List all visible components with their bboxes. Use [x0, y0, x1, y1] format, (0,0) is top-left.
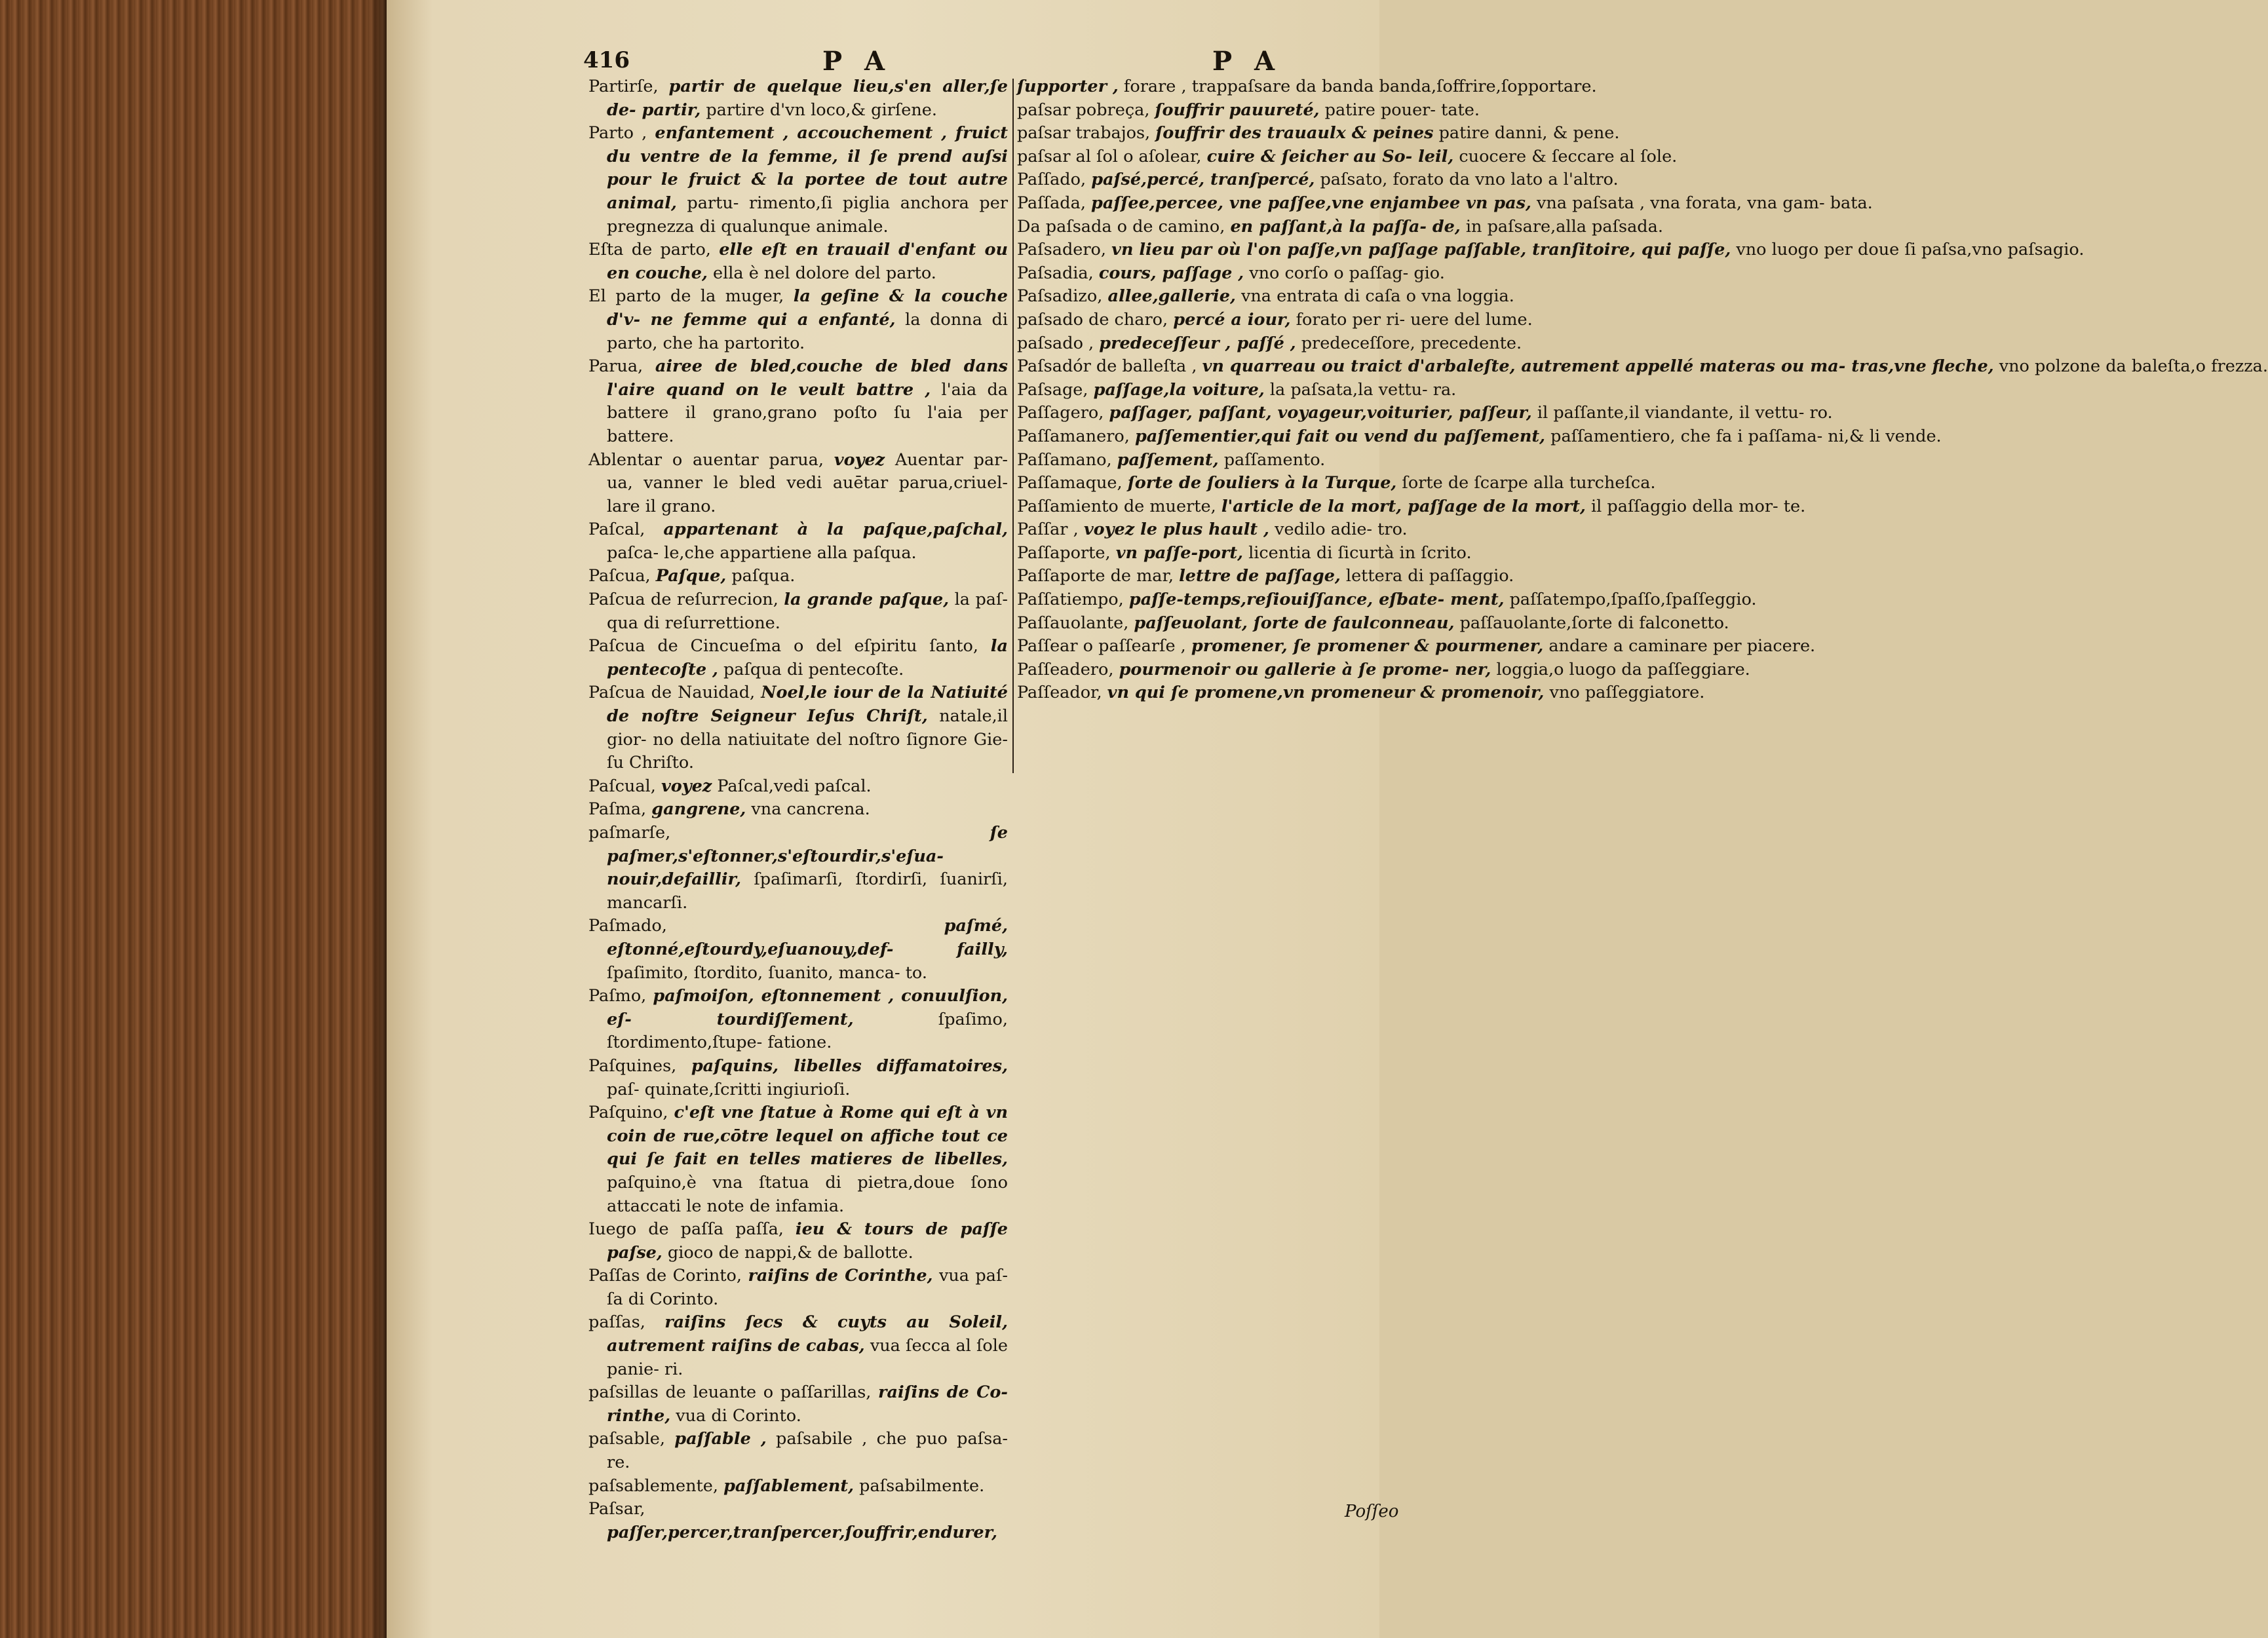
french-gloss: paſſable ,: [674, 1429, 767, 1449]
french-gloss: elle eſt en trauail d'enfant ou en couche,: [607, 240, 1008, 283]
italian-gloss: vno corſo o paſſag- gio.: [1249, 263, 1445, 283]
headword: Paſcua de Cincueſma o del eſpiritu ſanto,: [588, 636, 979, 657]
french-gloss: raiſins de Co- rinthe,: [607, 1382, 1008, 1426]
dictionary-page: [387, 0, 2268, 1638]
headword: paſsar pobreça,: [1017, 100, 1150, 120]
dictionary-entry: [1017, 192, 1873, 216]
dictionary-entry: [588, 681, 1008, 774]
dictionary-entry: [1017, 216, 1663, 239]
french-gloss: paſſage,la voiture,: [1093, 379, 1265, 400]
french-gloss: gangrene,: [651, 799, 746, 820]
dictionary-entry: [1017, 681, 1705, 705]
french-gloss: voyez le plus hault ,: [1083, 520, 1269, 540]
dictionary-entry: [1017, 612, 1729, 636]
headword: Iuego de paſſa paſſa,: [588, 1219, 784, 1240]
headword: Paſſamano,: [1017, 449, 1112, 470]
italian-gloss: ſpaſimarſi, ſtordirſi, ſuanirſi, mancarſi.: [607, 869, 1009, 913]
dictionary-entry: [588, 518, 1008, 565]
french-gloss: partir de quelque lieu,s'en aller,ſe de- partir,: [607, 77, 1009, 120]
french-gloss: allee,gallerie,: [1107, 286, 1236, 307]
french-gloss: paſſee,percee, vne paſſee,vne enjambee vn pas,: [1091, 193, 1531, 213]
italian-gloss: loggia,o luogo da paſſeggiare.: [1496, 659, 1750, 679]
french-gloss: predeceſſeur , paſſé ,: [1099, 333, 1296, 353]
italian-gloss: paſsabilmente.: [859, 1476, 985, 1496]
french-gloss: ſorte de ſouliers à la Turque,: [1127, 473, 1397, 493]
french-gloss: raiſins de Corinthe,: [748, 1266, 933, 1286]
italian-gloss: la donna di parto, che ha partorito.: [607, 309, 1009, 353]
dictionary-entry: [588, 1055, 1008, 1101]
dictionary-entry: [588, 122, 1008, 238]
french-gloss: c'eſt vne ſtatue à Rome qui eſt à vn coin de rue,cōtre lequel on affiche tout ce qui ſe fait en telles matieres de libelles,: [607, 1103, 1008, 1170]
headword: Paſcal,: [588, 520, 645, 540]
italian-gloss: vna cancrena.: [751, 799, 870, 820]
catchword: Poſſeo: [1345, 1502, 1399, 1521]
french-gloss: percé a iour,: [1173, 309, 1291, 330]
french-gloss: Noel,le iour de la Natiuité de noſtre Seigneur Ieſus Chriſt,: [607, 683, 1008, 727]
dictionary-entry: [1017, 565, 1514, 588]
dictionary-entry: [588, 1475, 1008, 1498]
dictionary-entry: [1017, 635, 1816, 658]
dictionary-entry: [1017, 262, 1445, 286]
headword: Paſſamiento de muerte,: [1017, 496, 1216, 516]
headword: Paſma,: [588, 799, 647, 820]
dictionary-entry: [588, 635, 1008, 681]
italian-gloss: gioco de nappi,& de ballotte.: [667, 1242, 913, 1263]
french-gloss: pourmenoir ou gallerie à ſe prome- ner,: [1119, 659, 1491, 679]
headword: Paſſauolante,: [1017, 613, 1129, 633]
dictionary-entry: [1017, 145, 1678, 169]
french-gloss: Paſque,: [655, 566, 727, 586]
dictionary-entry: [1017, 332, 1522, 356]
headword: Paſſar ,: [1017, 520, 1079, 540]
italian-gloss: paſca- le,che appartiene alla paſqua.: [607, 543, 917, 563]
dictionary-entry: [1017, 449, 1374, 472]
french-gloss: paſsé,percé, tranſpercé,: [1091, 170, 1315, 190]
book-fore-edge: [0, 0, 387, 1638]
headword: Ablentar o auentar parua,: [588, 449, 824, 470]
dictionary-entry: [588, 822, 1008, 915]
italian-gloss: paſſamento.: [1223, 449, 1326, 470]
headword: Paſquino,: [588, 1103, 668, 1123]
headword: Paſſear o paſſearſe ,: [1017, 636, 1186, 657]
italian-gloss: paſſauolante,ſorte di falconetto.: [1459, 613, 1729, 633]
left-column: [588, 75, 1008, 1544]
headword: Paſsadór de balleſta ,: [1017, 356, 1197, 377]
italian-gloss: la paſ- qua di reſurrettione.: [607, 590, 1009, 633]
italian-gloss: la paſsata,la vettu- ra.: [1269, 379, 1457, 400]
french-gloss: lettre de paſſage,: [1179, 566, 1341, 586]
italian-gloss: partu- rimento,ſi piglia anchora per pregnezza di qualunque animale.: [607, 193, 1009, 237]
headword: Paſmado,: [588, 916, 667, 936]
headword: Paſſeadero,: [1017, 659, 1114, 679]
french-gloss: enfantement , accouchement , fruict du ventre de la femme, il ſe prend auſsi pour le fruict & la portee de tout autre animal,: [607, 123, 1008, 213]
french-gloss: voyez: [834, 449, 885, 470]
french-gloss: la grande paſque,: [784, 590, 950, 610]
headword: Paſſamaque,: [1017, 473, 1123, 493]
dictionary-entry: [588, 1101, 1008, 1218]
italian-gloss: natale,il gior- no della natiuitate del noſtro ſignore Gie- ſu Chriſto.: [607, 706, 1008, 773]
french-gloss: paſſer,percer,tranſpercer,ſouffrir,endurer,: [607, 1522, 998, 1542]
headword: paſsar trabajos,: [1017, 123, 1151, 143]
italian-gloss: vua di Corinto.: [676, 1405, 801, 1426]
dictionary-entry: [1017, 425, 1942, 449]
italian-gloss: paſqua.: [731, 566, 796, 586]
headword: Paſsadia,: [1017, 263, 1094, 283]
dictionary-entry: [588, 1428, 1008, 1474]
headword: paſmarſe,: [588, 823, 671, 843]
italian-gloss: vno paſſeggiatore.: [1549, 683, 1705, 703]
dictionary-entry: [588, 915, 1008, 985]
dictionary-entry: [1017, 238, 2085, 262]
dictionary-entry: [588, 798, 1008, 822]
italian-gloss: paſ- quinate,ſcritti ingiurioſi.: [607, 1079, 851, 1099]
dictionary-entry: [1017, 309, 1533, 332]
headword: Paſſaporte de mar,: [1017, 566, 1174, 586]
french-gloss: la pentecoſte ,: [607, 636, 1009, 679]
italian-gloss: partire d'vn loco,& girſene.: [706, 100, 937, 120]
italian-gloss: vua paſ- ſa di Corinto.: [607, 1266, 1009, 1309]
dictionary-entry: [588, 449, 1008, 519]
italian-gloss: forare , trappaſsare da banda banda,ſoffrire,ſopportare.: [1123, 77, 1597, 96]
french-gloss: vn paſſe-port,: [1115, 543, 1243, 563]
dictionary-entry: [1017, 99, 1480, 123]
headword: Paſcual,: [588, 776, 656, 796]
italian-gloss: patire pouer- tate.: [1324, 100, 1480, 120]
dictionary-entry: [1017, 379, 1457, 402]
dictionary-entry: [588, 588, 1008, 635]
french-gloss: paſmé, eſtonné,eſtourdy,eſuanouy,def- failly,: [607, 916, 1008, 959]
left-running-head: P A: [822, 46, 892, 77]
headword: Paſsadizo,: [1017, 286, 1103, 307]
dictionary-entry: [1017, 658, 1750, 682]
italian-gloss: paſqua di pentecoſte.: [723, 659, 904, 679]
dictionary-entry: [1017, 122, 1620, 145]
french-gloss: ſouffrir pauureté,: [1155, 100, 1320, 120]
dictionary-entry: [588, 285, 1008, 355]
italian-gloss: vna paſsata , vna forata, vna gam- bata.: [1537, 193, 1873, 213]
french-gloss: paſſement,: [1117, 449, 1219, 470]
french-gloss: paſſementier,qui fait ou vend du paſſement,: [1134, 426, 1546, 446]
dictionary-entry: [588, 238, 1008, 285]
italian-gloss: vna entrata di caſa o vna loggia.: [1240, 286, 1514, 307]
french-gloss: paſſe-temps,reſiouiſſance, eſbate- ment,: [1128, 590, 1505, 610]
dictionary-entry: [588, 775, 1008, 799]
headword: Paſſada,: [1017, 193, 1086, 213]
italian-gloss: vedilo adie- tro.: [1275, 520, 1408, 540]
dictionary-entry: [1017, 355, 2268, 379]
headword: Paſſeador,: [1017, 683, 1102, 703]
italian-gloss: paſquino,è vna ſtatua di pietra,doue ſono attaccati le note de infamia.: [607, 1172, 1008, 1216]
italian-gloss: cuocere & ſeccare al ſole.: [1459, 146, 1678, 166]
headword: paſsado de charo,: [1017, 309, 1168, 330]
dictionary-entry: [588, 1498, 1008, 1544]
dictionary-entry: [588, 1311, 1008, 1381]
italian-gloss: l'aia da battere il grano,grano poſto ſu l'aia per battere.: [607, 379, 1009, 446]
headword: Paſquines,: [588, 1056, 677, 1076]
italian-gloss: paſſamentiero, che fa i paſſama- ni,& li vende.: [1550, 426, 1942, 446]
italian-gloss: vno polzone da baleſta,o frezza.: [1999, 356, 2268, 377]
headword: Paſcua de reſurrecion,: [588, 590, 778, 610]
headword: paſsable,: [588, 1429, 665, 1449]
french-gloss: cours, paſſage ,: [1098, 263, 1244, 283]
headword: paſsar al ſol o aſolear,: [1017, 146, 1202, 166]
french-gloss: en paſſant,à la paſſa- de,: [1230, 216, 1461, 237]
dictionary-entry: [1017, 472, 1656, 495]
headword: paſſas,: [588, 1312, 645, 1333]
french-gloss: ſupporter ,: [1017, 77, 1119, 96]
italian-gloss: predeceſſore, precedente.: [1301, 333, 1522, 353]
italian-gloss: patire danni, & pene.: [1438, 123, 1620, 143]
french-gloss: l'article de la mort, paſſage de la mort,: [1221, 496, 1586, 516]
dictionary-entry: [1017, 542, 1472, 565]
headword: Eſta de parto,: [588, 240, 711, 260]
italian-gloss: ella è nel dolore del parto.: [713, 263, 936, 283]
headword: Paſcua,: [588, 566, 651, 586]
italian-gloss: licentia di ſicurtà in ſcrito.: [1248, 543, 1472, 563]
headword: Paſſamanero,: [1017, 426, 1130, 446]
headword: Paſſas de Corinto,: [588, 1266, 742, 1286]
italian-gloss: andare a caminare per piacere.: [1548, 636, 1816, 657]
italian-gloss: in paſsare,alla paſsada.: [1465, 216, 1663, 237]
headword: Paſsage,: [1017, 379, 1088, 400]
headword: Paſſatiempo,: [1017, 590, 1124, 610]
headword: Da paſsada o de camino,: [1017, 216, 1225, 237]
french-gloss: vn lieu par où l'on paſſe,vn paſſage paſſable, tranſitoire, qui paſſe,: [1111, 240, 1731, 260]
french-gloss: promener, ſe promener & pourmener,: [1191, 636, 1544, 657]
headword: Paſſaporte,: [1017, 543, 1111, 563]
french-gloss: la geſine & la couche d'v- ne femme qui a enfanté,: [607, 286, 1009, 330]
italian-gloss: Paſcal,vedi paſcal.: [717, 776, 872, 796]
italian-gloss: ſorte de ſcarpe alla turcheſca.: [1402, 473, 1656, 493]
italian-gloss: vua ſecca al ſole panie- ri.: [607, 1336, 1008, 1379]
italian-gloss: il paſſante,il viandante, il vettu- ro.: [1537, 403, 1833, 423]
french-gloss: voyez: [661, 776, 712, 796]
italian-gloss: Auentar par- ua, vanner le bled vedi auētar parua,criuel- lare il grano.: [607, 449, 1008, 516]
italian-gloss: paſsato, forato da vno lato a l'altro.: [1320, 170, 1619, 190]
italian-gloss: paſsabile , che puo paſsa- re.: [607, 1429, 1009, 1473]
french-gloss: raiſins ſecs & cuyts au Soleil, autrement raiſins de cabas,: [607, 1312, 1009, 1356]
italian-gloss: forato per ri- uere del lume.: [1296, 309, 1533, 330]
headword: paſsado ,: [1017, 333, 1094, 353]
headword: Parua,: [588, 356, 644, 377]
french-gloss: ſouffrir des trauaulx & peines: [1155, 123, 1434, 143]
french-gloss: paſſager, paſſant, voyageur,voiturier, paſſeur,: [1109, 403, 1532, 423]
dictionary-entry: [588, 75, 1008, 122]
dictionary-entry: [1017, 588, 1757, 612]
column-rule: [1012, 79, 1014, 773]
headword: Parto ,: [588, 123, 647, 143]
french-gloss: paſmoiſon, eſtonnement , conuulſion, eſ- tourdiſſement,: [607, 986, 1009, 1029]
headword: paſsillas de leuante o paſſarillas,: [588, 1382, 872, 1403]
italian-gloss: lettera di paſſaggio.: [1345, 566, 1514, 586]
italian-gloss: ſpaſimito, ſtordito, ſuanito, manca- to.: [607, 962, 927, 983]
headword: Paſſagero,: [1017, 403, 1104, 423]
dictionary-entry: [588, 1265, 1008, 1311]
french-gloss: paſſeuolant, ſorte de faulconneau,: [1134, 613, 1455, 633]
french-gloss: cuire & ſeicher au So- leil,: [1206, 146, 1454, 166]
dictionary-entry: [1017, 168, 1619, 192]
dictionary-entry: [1017, 495, 1806, 519]
french-gloss: paſſablement,: [723, 1476, 855, 1496]
french-gloss: vn qui ſe promene,vn promeneur & promenoir,: [1107, 683, 1545, 703]
italian-gloss: paſſatempo,ſpaſſo,ſpaſſeggio.: [1509, 590, 1757, 610]
dictionary-entry: [588, 565, 1008, 588]
french-gloss: paſquins, libelles diffamatoires,: [691, 1056, 1009, 1076]
dictionary-entry: [1017, 75, 1597, 99]
headword: paſsablemente,: [588, 1476, 718, 1496]
dictionary-entry: [588, 1218, 1008, 1265]
headword: El parto de la muger,: [588, 286, 784, 307]
dictionary-entry: [1017, 518, 1408, 542]
headword: Paſſado,: [1017, 170, 1086, 190]
italian-gloss: ſpaſimo, ſtordimento,ſtupe- fatione.: [607, 1009, 1008, 1053]
french-gloss: appartenant à la paſque,paſchal,: [663, 520, 1008, 540]
headword: Paſsar,: [588, 1499, 645, 1519]
headword: Paſmo,: [588, 986, 647, 1006]
dictionary-entry: [1017, 402, 1833, 425]
page-number: 416: [583, 47, 630, 73]
headword: Partirſe,: [588, 77, 659, 96]
french-gloss: ſe paſmer,s'eſtonner,s'eſtourdir,s'eſua- nouir,defaillir,: [607, 823, 1008, 890]
italian-gloss: il paſſaggio della mor- te.: [1590, 496, 1806, 516]
page-header: [387, 41, 1379, 80]
dictionary-entry: [588, 355, 1008, 448]
french-gloss: ieu & tours de paſſe paſse,: [607, 1219, 1009, 1263]
headword: Paſcua de Nauidad,: [588, 683, 756, 703]
dictionary-entry: [1017, 285, 1514, 309]
french-gloss: airee de bled,couche de bled dans l'aire quand on le veult battre ,: [607, 356, 1008, 400]
right-running-head: P A: [1212, 46, 1282, 77]
headword: Paſsadero,: [1017, 240, 1107, 260]
italian-gloss: vno luogo per doue ſi paſsa,vno paſsagio.: [1736, 240, 2085, 260]
french-gloss: vn quarreau ou traict d'arbaleſte, autrement appellé materas ou ma- tras,vne fleche,: [1202, 356, 1994, 377]
dictionary-entry: [588, 1381, 1008, 1428]
right-column: [1017, 75, 2268, 705]
dictionary-entry: [588, 985, 1008, 1055]
